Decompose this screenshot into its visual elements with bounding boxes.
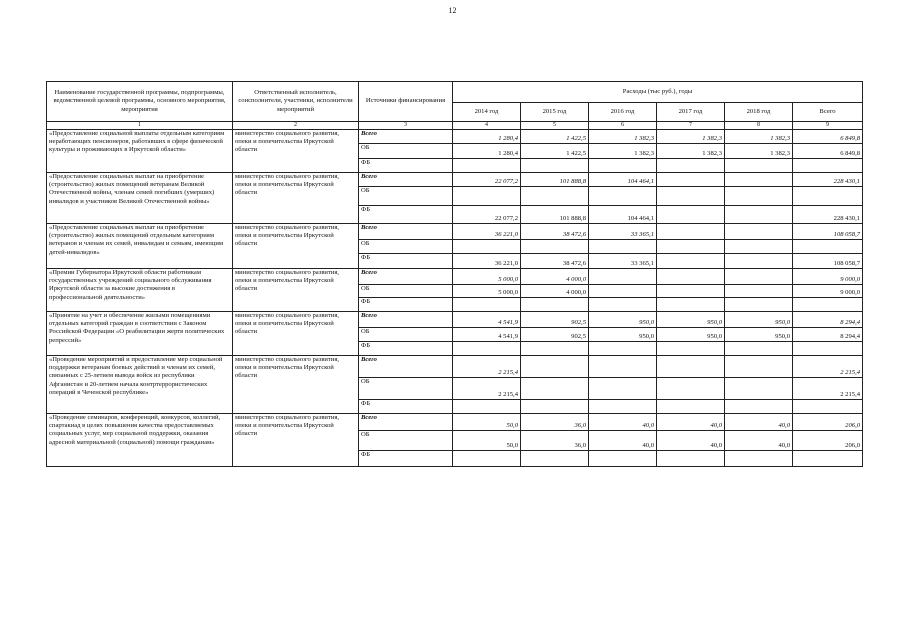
year-value: [589, 240, 657, 254]
year-value: [657, 187, 725, 206]
measure-executor: министерство социального развития, опеки и попечительства Иркутской области: [233, 130, 359, 173]
funding-source: Всего: [359, 312, 453, 328]
funding-source: Всего: [359, 173, 453, 187]
table-row: [47, 224, 863, 240]
year-value: 101 888,8: [521, 173, 589, 187]
year-value: [725, 159, 793, 173]
year-value: 40,0: [725, 431, 793, 451]
year-value: 950,0: [657, 328, 725, 342]
year-value: [725, 356, 793, 378]
measure-executor: министерство социального развития, опеки и попечительства Иркутской области: [233, 173, 359, 224]
total-value: 8 294,4: [793, 312, 863, 328]
column-number: 8: [725, 122, 793, 130]
year-value: [725, 254, 793, 269]
year-value: 1 382,3: [725, 144, 793, 159]
year-value: 902,5: [521, 328, 589, 342]
funding-source: ОБ: [359, 378, 453, 400]
header-executor: Ответственный исполнитель, соисполнители, участники, исполнители мероприятий: [233, 82, 359, 122]
year-value: [589, 356, 657, 378]
total-value: 2 215,4: [793, 356, 863, 378]
measure-name: «Предоставление социальных выплат на приобретение (строительство) жилых помещений ветеранам Великой Отечественной войны, членам семей погибших (умерших) инвалидов и участников Великой Отечественной войны»: [47, 173, 233, 224]
year-value: 40,0: [589, 431, 657, 451]
total-value: 228 430,1: [793, 206, 863, 224]
total-value: 6 849,8: [793, 144, 863, 159]
table-row: [47, 414, 863, 431]
year-value: [521, 342, 589, 356]
year-value: 2 215,4: [453, 356, 521, 378]
page-number: 12: [448, 6, 457, 15]
year-value: [657, 298, 725, 312]
header-year: 2014 год: [453, 103, 521, 122]
year-value: 40,0: [657, 431, 725, 451]
total-value: 6 849,8: [793, 130, 863, 144]
year-value: 950,0: [657, 312, 725, 328]
column-number: 1: [47, 122, 233, 130]
year-value: 1 422,5: [521, 144, 589, 159]
column-number: 7: [657, 122, 725, 130]
year-value: 33 365,1: [589, 224, 657, 240]
table-row: [47, 130, 863, 144]
year-value: 950,0: [725, 328, 793, 342]
funding-source: ОБ: [359, 144, 453, 159]
measure-executor: министерство социального развития, опеки и попечительства Иркутской области: [233, 356, 359, 414]
year-value: 1 280,4: [453, 144, 521, 159]
year-value: [521, 298, 589, 312]
total-value: [793, 342, 863, 356]
total-value: [793, 159, 863, 173]
year-value: 1 382,3: [589, 144, 657, 159]
header-name: Наименование государственной программы, подпрограммы, ведомственной целевой программы, основного мероприятия, мероприятия: [47, 82, 233, 122]
column-number: 2: [233, 122, 359, 130]
year-value: 1 422,5: [521, 130, 589, 144]
year-value: [453, 342, 521, 356]
year-value: [725, 378, 793, 400]
funding-source: ФБ: [359, 298, 453, 312]
year-value: 36,0: [521, 431, 589, 451]
year-value: [521, 159, 589, 173]
total-value: 108 058,7: [793, 254, 863, 269]
header-year: 2018 год: [725, 103, 793, 122]
table-body: [47, 130, 863, 467]
year-value: 2 215,4: [453, 378, 521, 400]
measure-name: «Проведение семинаров, конференций, конкурсов, коллегий, спартакиад в целях повышения качества предоставляемых социальных услуг, мер социальной поддержки, оказания адресной материальной (социальной) помощи гражданам»: [47, 414, 233, 467]
year-value: [657, 159, 725, 173]
total-value: 9 000,0: [793, 285, 863, 298]
total-value: 8 294,4: [793, 328, 863, 342]
year-value: [521, 356, 589, 378]
year-value: [521, 187, 589, 206]
year-value: 1 382,3: [589, 130, 657, 144]
year-value: [521, 240, 589, 254]
year-value: [521, 378, 589, 400]
year-value: 5 000,0: [453, 285, 521, 298]
year-value: 22 077,2: [453, 173, 521, 187]
total-value: 206,0: [793, 414, 863, 431]
year-value: 4 000,0: [521, 285, 589, 298]
column-number: 4: [453, 122, 521, 130]
year-value: [589, 187, 657, 206]
year-value: [725, 342, 793, 356]
year-value: [725, 285, 793, 298]
funding-source: ОБ: [359, 240, 453, 254]
year-value: [589, 285, 657, 298]
measure-executor: министерство социального развития, опеки и попечительства Иркутской области: [233, 224, 359, 269]
year-value: 36 221,0: [453, 254, 521, 269]
year-value: 50,0: [453, 414, 521, 431]
table-row: [47, 312, 863, 328]
year-value: [657, 400, 725, 414]
header-source: Источники финансирования: [359, 82, 453, 122]
year-value: [725, 206, 793, 224]
header-year: 2017 год: [657, 103, 725, 122]
year-value: [725, 298, 793, 312]
measure-name: «Принятие на учет и обеспечение жилыми помещениями отдельных категорий граждан в соответствии с Законом Российской Федерации «О реабилитации жертв политических репрессий»: [47, 312, 233, 356]
funding-source: ОБ: [359, 285, 453, 298]
year-value: [657, 342, 725, 356]
year-value: 1 280,4: [453, 130, 521, 144]
funding-source: ФБ: [359, 342, 453, 356]
measure-name: «Предоставление социальной выплаты отдельным категориям неработающих пенсионеров, работавших в сфере физической культуры и проживающих в Иркутской области»: [47, 130, 233, 173]
year-value: 40,0: [657, 414, 725, 431]
column-number: 5: [521, 122, 589, 130]
total-value: 9 000,0: [793, 269, 863, 285]
table-row: [47, 269, 863, 285]
year-value: [657, 173, 725, 187]
year-value: [657, 269, 725, 285]
column-number: 6: [589, 122, 657, 130]
year-value: [589, 400, 657, 414]
measure-name: «Премии Губернатора Иркутской области работникам государственных учреждений социального обслуживания Иркутской области за высокие достижения в профессиональной деятельности»: [47, 269, 233, 312]
year-value: [589, 269, 657, 285]
year-value: 50,0: [453, 431, 521, 451]
year-value: 38 472,6: [521, 254, 589, 269]
year-value: 22 077,2: [453, 206, 521, 224]
year-value: [657, 451, 725, 467]
table-row: [47, 356, 863, 378]
year-value: 1 382,3: [657, 144, 725, 159]
measure-executor: министерство социального развития, опеки и попечительства Иркутской области: [233, 312, 359, 356]
total-value: 2 215,4: [793, 378, 863, 400]
year-value: [453, 400, 521, 414]
year-value: 33 365,1: [589, 254, 657, 269]
funding-source: Всего: [359, 414, 453, 431]
year-value: [725, 400, 793, 414]
total-value: [793, 240, 863, 254]
year-value: [657, 206, 725, 224]
year-value: 4 541,9: [453, 312, 521, 328]
header-expenses: Расходы (тыс руб.), годы: [453, 82, 863, 103]
funding-source: Всего: [359, 356, 453, 378]
funding-source: ОБ: [359, 431, 453, 451]
expenses-table: [46, 81, 863, 467]
year-value: [725, 173, 793, 187]
funding-source: ОБ: [359, 328, 453, 342]
year-value: [589, 298, 657, 312]
year-value: [725, 240, 793, 254]
measure-executor: министерство социального развития, опеки и попечительства Иркутской области: [233, 414, 359, 467]
year-value: [589, 159, 657, 173]
year-value: [725, 187, 793, 206]
year-value: [453, 298, 521, 312]
year-value: [589, 342, 657, 356]
year-value: [657, 224, 725, 240]
column-number: 3: [359, 122, 453, 130]
year-value: 36 221,0: [453, 224, 521, 240]
year-value: 104 464,1: [589, 206, 657, 224]
year-value: [657, 378, 725, 400]
total-value: 108 058,7: [793, 224, 863, 240]
header-year: 2016 год: [589, 103, 657, 122]
year-value: 4 000,0: [521, 269, 589, 285]
total-value: 228 430,1: [793, 173, 863, 187]
year-value: 1 382,3: [725, 130, 793, 144]
year-value: [453, 187, 521, 206]
year-value: 1 382,3: [657, 130, 725, 144]
year-value: [725, 451, 793, 467]
year-value: [521, 451, 589, 467]
header-year: 2015 год: [521, 103, 589, 122]
year-value: [725, 269, 793, 285]
year-value: [453, 451, 521, 467]
year-value: [657, 356, 725, 378]
year-value: 4 541,9: [453, 328, 521, 342]
year-value: 38 472,6: [521, 224, 589, 240]
year-value: 40,0: [589, 414, 657, 431]
year-value: [657, 285, 725, 298]
funding-source: Всего: [359, 224, 453, 240]
year-value: [589, 378, 657, 400]
total-value: [793, 187, 863, 206]
measure-name: «Проведение мероприятий и предоставление мер социальной поддержки ветеранам боевых действий и членам их семей, связанных с 25-летием вывода войск из республики Афганистан и 20-летием начала контртеррористических операций в Чеченской республике»: [47, 356, 233, 414]
year-value: 950,0: [725, 312, 793, 328]
year-value: [657, 240, 725, 254]
year-value: [521, 400, 589, 414]
year-value: [725, 224, 793, 240]
year-value: 902,5: [521, 312, 589, 328]
funding-source: ФБ: [359, 206, 453, 224]
total-value: [793, 400, 863, 414]
year-value: 104 464,1: [589, 173, 657, 187]
year-value: [589, 451, 657, 467]
funding-source: ФБ: [359, 400, 453, 414]
year-value: [453, 159, 521, 173]
year-value: 40,0: [725, 414, 793, 431]
funding-source: ФБ: [359, 159, 453, 173]
year-value: [453, 240, 521, 254]
total-value: [793, 298, 863, 312]
year-value: 5 000,0: [453, 269, 521, 285]
header-total: Всего: [793, 103, 863, 122]
funding-source: ФБ: [359, 254, 453, 269]
year-value: [657, 254, 725, 269]
funding-source: ФБ: [359, 451, 453, 467]
year-value: 101 888,8: [521, 206, 589, 224]
total-value: 206,0: [793, 431, 863, 451]
column-number: 9: [793, 122, 863, 130]
year-value: 950,0: [589, 312, 657, 328]
measure-name: «Предоставление социальных выплат на приобретение (строительство) жилых помещений отдельным категориям ветеранов и членам их семей, инвалидам и семьям, имеющим детей-инвалидов»: [47, 224, 233, 269]
funding-source: Всего: [359, 130, 453, 144]
total-value: [793, 451, 863, 467]
funding-source: ОБ: [359, 187, 453, 206]
year-value: 36,0: [521, 414, 589, 431]
measure-executor: министерство социального развития, опеки и попечительства Иркутской области: [233, 269, 359, 312]
funding-source: Всего: [359, 269, 453, 285]
year-value: 950,0: [589, 328, 657, 342]
table-row: [47, 173, 863, 187]
